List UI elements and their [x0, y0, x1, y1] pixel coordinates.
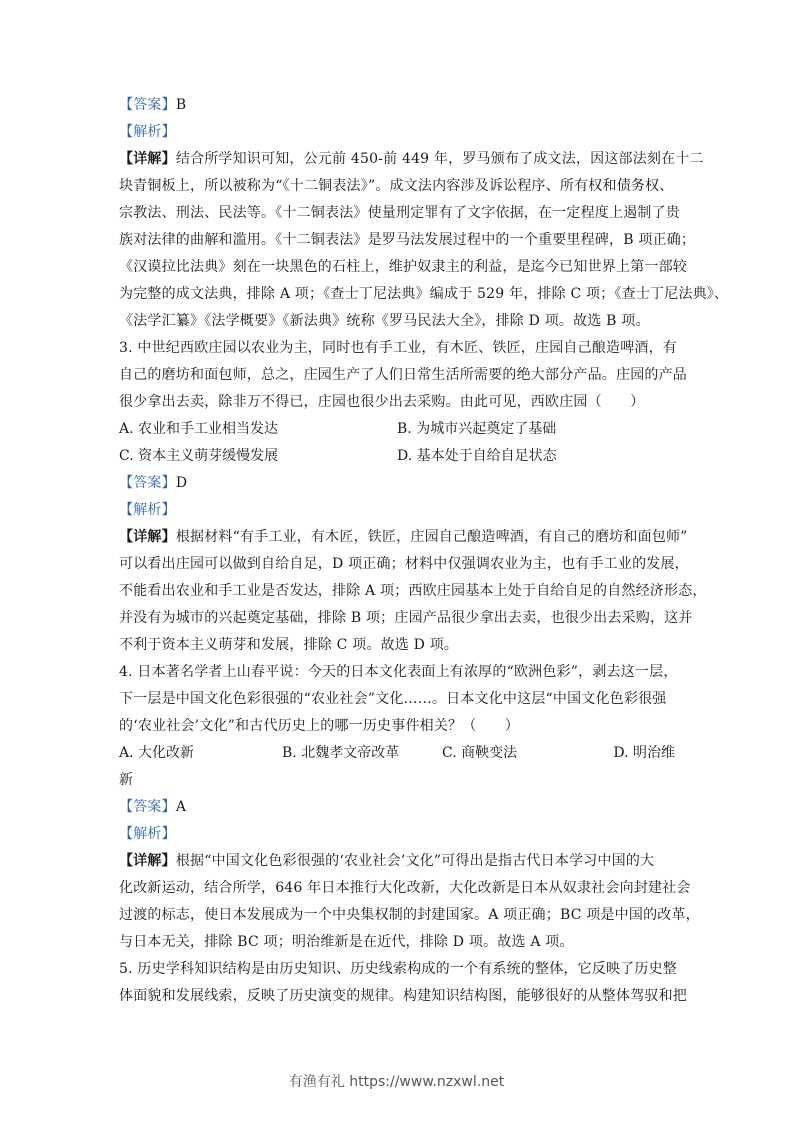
detail-label: 【详解】: [119, 853, 176, 869]
q2-detail-line: 《法学汇纂》《法学概要》《新法典》统称《罗马民法大全》，排除 D 项。故选 B 项。: [119, 313, 650, 329]
q3-detail-line: 不能看出农业和手工业是否发达，排除 A 项；西欧庄园基本上处于自给自足的自然经济形态，: [119, 583, 707, 599]
q3-detail-line: 不利于资本主义萌芽和发展，排除 C 项。故选 D 项。: [119, 637, 459, 653]
answer-label: 【答案】: [119, 475, 176, 491]
q2-analysis-line: [119, 119, 675, 146]
q3-option-d: D. 基本处于自给自足状态: [397, 448, 557, 464]
q4-stem-line: 的‘农业社会’文化”和古代历史上的哪一历史事件相关？（ ）: [119, 718, 520, 734]
q4-option-c: C. 商鞅变法: [442, 745, 518, 761]
q2-detail-line: 宗教法、刑法、民法等。《十二铜表法》使量刑定罪有了文字依据，在一定程度上遏制了贵: [119, 205, 680, 221]
detail-text: 结合所学知识可知，公元前 450-前 449 年，罗马颁布了成文法，因这部法刻在十二: [175, 151, 704, 167]
detail-text: 根据材料“有手工业，有木匠，铁匠，庄园自己酿造啤酒，有自己的磨坊和面包师”: [175, 529, 688, 545]
answer-label: 【答案】: [119, 97, 176, 113]
detail-label: 【详解】: [119, 529, 176, 545]
q4-stem-line: 4. 日本著名学者上山春平说：今天的日本文化表面上有浓厚的“欧洲色彩”，剥去这一层，: [119, 664, 678, 680]
q4-answer-line: [119, 794, 675, 821]
q5-stem-line: 体面貌和发展线索，反映了历史演变的规律。构建知识结构图，能够很好的从整体驾驭和把: [119, 988, 687, 1004]
detail-text: 根据“中国文化色彩很强的‘农业社会’文化”可得出是指古代日本学习中国的大: [175, 853, 655, 869]
document-page: [119, 92, 729, 1010]
q2-detail-line: 族对法律的曲解和滥用。《十二铜表法》是罗马法发展过程中的一个重要里程碑，B 项正确；: [119, 232, 696, 248]
answer-label: 【答案】: [119, 799, 176, 815]
q3-answer-value: D: [175, 475, 188, 491]
q4-detail-line: 与日本无关，排除 BC 项；明治维新是在近代，排除 D 项。故选 A 项。: [119, 934, 574, 950]
q3-stem-line: 很少拿出去卖，除非万不得已，庄园也很少出去采购。由此可见，西欧庄园（ ）: [119, 394, 645, 410]
footer-watermark: 有渔有礼 https://www.nzxwl.net: [288, 1074, 505, 1090]
q5-stem-line: 5. 历史学科知识结构是由历史知识、历史线索构成的一个有系统的整体，它反映了历史整: [119, 961, 678, 977]
detail-label: 【详解】: [119, 151, 176, 167]
analysis-label: 【解析】: [119, 124, 176, 140]
q4-stem-line: 下一层是中国文化色彩很强的“农业社会”文化……。日本文化中这层“中国文化色彩很强: [119, 691, 667, 707]
q3-options-row: [119, 443, 675, 470]
q4-detail-line: 过渡的标志，使日本发展成为一个中央集权制的封建国家。A 项正确；BC 项是中国的改革，: [119, 907, 700, 923]
q2-detail-line: 为完整的成文法典，排除 A 项；《查士丁尼法典》编成于 529 年，排除 C 项；《查士丁尼法典》、: [119, 286, 729, 302]
q2-detail-line: [119, 146, 704, 173]
q4-option-d-overflow: 新: [119, 772, 134, 788]
q4-analysis-line: [119, 821, 675, 848]
q2-detail-line: 块青铜板上，所以被称为“《十二铜表法》”。成文法内容涉及诉讼程序、所有权和债务权、: [119, 178, 674, 194]
q3-option-b: B. 为城市兴起奠定了基础: [397, 421, 557, 437]
q4-detail-line: [119, 848, 675, 875]
q2-detail-line: 《汉谟拉比法典》刻在一块黑色的石柱上，维护奴隶主的利益，是迄今已知世界上第一部较: [119, 259, 687, 275]
q2-answer-value: B: [175, 97, 187, 113]
q3-detail-line: 并没有为城市的兴起奠定基础，排除 B 项；庄园产品很少拿出去卖，也很少出去采购，这并: [119, 610, 693, 626]
q3-stem-line: 3. 中世纪西欧庄园以农业为主，同时也有手工业，有木匠、铁匠，庄园自己酿造啤酒，有: [119, 340, 678, 356]
q3-option-c: C. 资本主义萌芽缓慢发展: [119, 448, 279, 464]
q3-answer-line: [119, 470, 675, 497]
q3-detail-line: 可以看出庄园可以做到自给自足，D 项正确；材料中仅强调农业为主，也有手工业的发展，: [119, 556, 689, 572]
q4-detail-line: 化改新运动，结合所学，646 年日本推行大化改新，大化改新是日本从奴隶社会向封建社会: [119, 880, 691, 896]
q4-options-row: [119, 740, 675, 767]
q3-options-row: [119, 416, 675, 443]
q3-option-a: A. 农业和手工业相当发达: [119, 421, 279, 437]
q3-analysis-line: [119, 497, 675, 524]
q4-option-a: A. 大化改新: [119, 745, 195, 761]
q4-option-d: D. 明治维: [613, 745, 675, 761]
q3-stem-line: 自己的磨坊和面包师，总之，庄园生产了人们日常生活所需要的绝大部分产品。庄园的产品: [119, 367, 687, 383]
analysis-label: 【解析】: [119, 502, 176, 518]
analysis-label: 【解析】: [119, 826, 176, 842]
q4-option-b: B. 北魏孝文帝改革: [282, 745, 400, 761]
q4-answer-value: A: [175, 799, 187, 815]
q3-detail-line: [119, 524, 688, 551]
q2-answer-line: [119, 92, 675, 119]
